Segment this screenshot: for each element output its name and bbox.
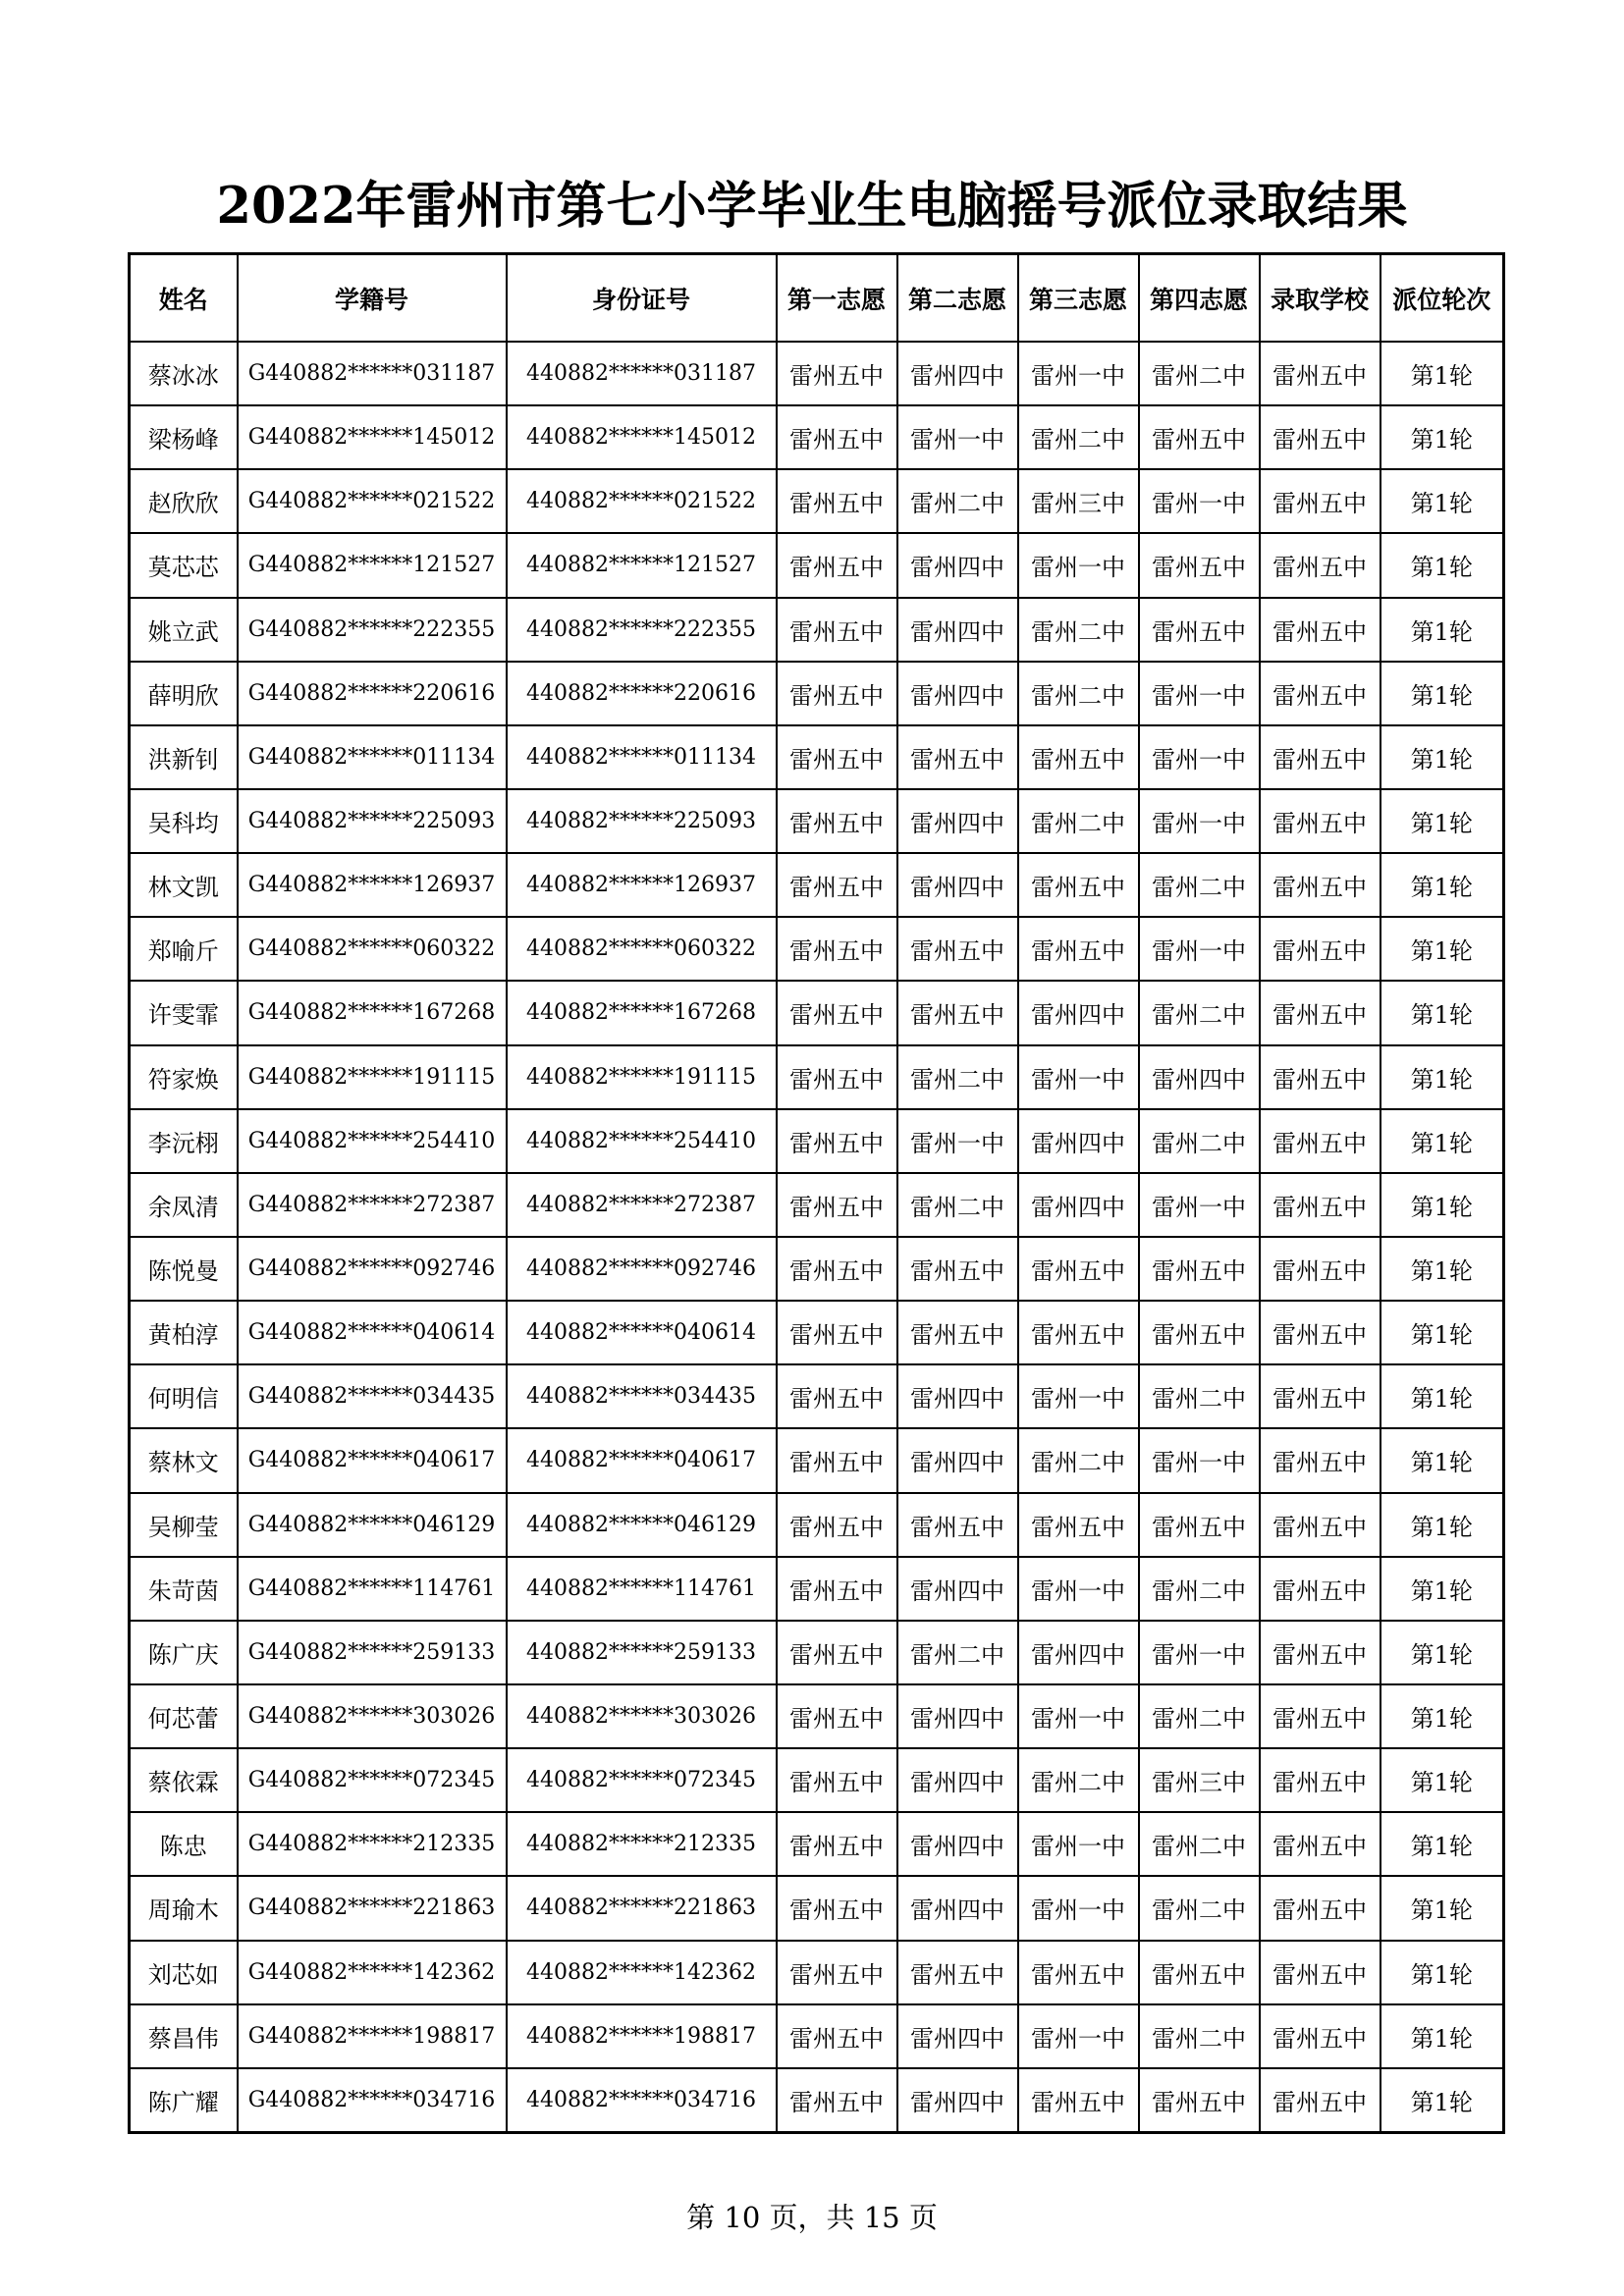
cell-admitted-school: 雷州五中 <box>1260 1493 1380 1557</box>
cell-choice-2: 雷州五中 <box>897 917 1018 981</box>
cell-round: 第1轮 <box>1380 1941 1504 2004</box>
cell-round: 第1轮 <box>1380 1876 1504 1940</box>
table-row <box>130 2004 1504 2068</box>
table-row <box>130 1876 1504 1940</box>
cell-round: 第1轮 <box>1380 1621 1504 1684</box>
cell-choice-1: 雷州五中 <box>777 1684 897 1748</box>
table-row <box>130 1812 1504 1876</box>
cell-round: 第1轮 <box>1380 1493 1504 1557</box>
table-row <box>130 1301 1504 1364</box>
table-row <box>130 1748 1504 1812</box>
cell-choice-2: 雷州一中 <box>897 1109 1018 1173</box>
cell-choice-4: 雷州二中 <box>1139 1557 1260 1621</box>
cell-choice-3: 雷州一中 <box>1018 1684 1139 1748</box>
cell-name: 符家焕 <box>130 1045 238 1109</box>
cell-student-id: G440882******142362 <box>238 1941 507 2004</box>
cell-choice-2: 雷州四中 <box>897 1876 1018 1940</box>
cell-choice-1: 雷州五中 <box>777 469 897 533</box>
cell-round: 第1轮 <box>1380 789 1504 853</box>
cell-choice-4: 雷州一中 <box>1139 1428 1260 1492</box>
cell-round: 第1轮 <box>1380 662 1504 725</box>
cell-choice-4: 雷州一中 <box>1139 469 1260 533</box>
cell-id-card: 440882******092746 <box>507 1237 777 1301</box>
cell-id-card: 440882******272387 <box>507 1173 777 1237</box>
cell-name: 莫芯芯 <box>130 533 238 597</box>
cell-choice-1: 雷州五中 <box>777 1812 897 1876</box>
cell-choice-4: 雷州五中 <box>1139 1301 1260 1364</box>
cell-student-id: G440882******212335 <box>238 1812 507 1876</box>
cell-student-id: G440882******167268 <box>238 981 507 1044</box>
table-row <box>130 1428 1504 1492</box>
cell-choice-1: 雷州五中 <box>777 2068 897 2133</box>
cell-id-card: 440882******114761 <box>507 1557 777 1621</box>
table-row <box>130 1684 1504 1748</box>
cell-choice-3: 雷州五中 <box>1018 725 1139 789</box>
cell-student-id: G440882******220616 <box>238 662 507 725</box>
cell-admitted-school: 雷州五中 <box>1260 789 1380 853</box>
cell-choice-3: 雷州一中 <box>1018 1812 1139 1876</box>
cell-admitted-school: 雷州五中 <box>1260 2068 1380 2133</box>
cell-round: 第1轮 <box>1380 342 1504 405</box>
cell-choice-3: 雷州五中 <box>1018 1301 1139 1364</box>
cell-student-id: G440882******259133 <box>238 1621 507 1684</box>
cell-choice-1: 雷州五中 <box>777 598 897 662</box>
cell-student-id: G440882******034716 <box>238 2068 507 2133</box>
cell-choice-4: 雷州二中 <box>1139 2004 1260 2068</box>
cell-name: 陈广耀 <box>130 2068 238 2133</box>
cell-admitted-school: 雷州五中 <box>1260 725 1380 789</box>
cell-student-id: G440882******221863 <box>238 1876 507 1940</box>
cell-admitted-school: 雷州五中 <box>1260 981 1380 1044</box>
table-header-row <box>130 254 1504 343</box>
cell-student-id: G440882******145012 <box>238 405 507 469</box>
cell-admitted-school: 雷州五中 <box>1260 917 1380 981</box>
cell-name: 李沅栩 <box>130 1109 238 1173</box>
cell-id-card: 440882******259133 <box>507 1621 777 1684</box>
cell-choice-1: 雷州五中 <box>777 533 897 597</box>
cell-name: 黄柏淳 <box>130 1301 238 1364</box>
cell-choice-3: 雷州二中 <box>1018 598 1139 662</box>
cell-id-card: 440882******034435 <box>507 1364 777 1428</box>
header-name: 姓名 <box>130 254 238 343</box>
cell-choice-3: 雷州四中 <box>1018 1109 1139 1173</box>
cell-choice-3: 雷州一中 <box>1018 1045 1139 1109</box>
header-choice-4: 第四志愿 <box>1139 254 1260 343</box>
cell-name: 洪新钊 <box>130 725 238 789</box>
table-row <box>130 469 1504 533</box>
cell-choice-3: 雷州一中 <box>1018 533 1139 597</box>
cell-choice-2: 雷州四中 <box>897 2004 1018 2068</box>
cell-student-id: G440882******021522 <box>238 469 507 533</box>
cell-choice-3: 雷州一中 <box>1018 2004 1139 2068</box>
cell-admitted-school: 雷州五中 <box>1260 2004 1380 2068</box>
cell-admitted-school: 雷州五中 <box>1260 1301 1380 1364</box>
cell-student-id: G440882******046129 <box>238 1493 507 1557</box>
cell-choice-2: 雷州五中 <box>897 725 1018 789</box>
table-row <box>130 662 1504 725</box>
cell-name: 陈悦曼 <box>130 1237 238 1301</box>
cell-choice-1: 雷州五中 <box>777 1364 897 1428</box>
cell-choice-2: 雷州四中 <box>897 1684 1018 1748</box>
header-round: 派位轮次 <box>1380 254 1504 343</box>
cell-name: 蔡冰冰 <box>130 342 238 405</box>
cell-admitted-school: 雷州五中 <box>1260 598 1380 662</box>
cell-name: 许雯霏 <box>130 981 238 1044</box>
header-id-card: 身份证号 <box>507 254 777 343</box>
cell-round: 第1轮 <box>1380 1109 1504 1173</box>
cell-student-id: G440882******303026 <box>238 1684 507 1748</box>
cell-choice-1: 雷州五中 <box>777 1876 897 1940</box>
cell-name: 姚立武 <box>130 598 238 662</box>
cell-student-id: G440882******040617 <box>238 1428 507 1492</box>
results-table <box>128 252 1505 2134</box>
cell-id-card: 440882******198817 <box>507 2004 777 2068</box>
cell-id-card: 440882******121527 <box>507 533 777 597</box>
header-choice-1: 第一志愿 <box>777 254 897 343</box>
cell-student-id: G440882******272387 <box>238 1173 507 1237</box>
cell-name: 朱苛茵 <box>130 1557 238 1621</box>
cell-student-id: G440882******040614 <box>238 1301 507 1364</box>
cell-choice-3: 雷州一中 <box>1018 1557 1139 1621</box>
cell-choice-1: 雷州五中 <box>777 1173 897 1237</box>
cell-choice-4: 雷州五中 <box>1139 1941 1260 2004</box>
cell-choice-4: 雷州五中 <box>1139 533 1260 597</box>
cell-student-id: G440882******092746 <box>238 1237 507 1301</box>
cell-name: 林文凯 <box>130 853 238 917</box>
cell-round: 第1轮 <box>1380 1684 1504 1748</box>
cell-choice-2: 雷州四中 <box>897 789 1018 853</box>
cell-choice-4: 雷州一中 <box>1139 725 1260 789</box>
cell-choice-3: 雷州二中 <box>1018 789 1139 853</box>
cell-choice-3: 雷州五中 <box>1018 917 1139 981</box>
page-footer: 第 10 页，共 15 页 <box>686 2201 938 2234</box>
cell-name: 吴科均 <box>130 789 238 853</box>
cell-choice-4: 雷州二中 <box>1139 853 1260 917</box>
cell-admitted-school: 雷州五中 <box>1260 1621 1380 1684</box>
cell-choice-1: 雷州五中 <box>777 1428 897 1492</box>
cell-round: 第1轮 <box>1380 1812 1504 1876</box>
table-row <box>130 981 1504 1044</box>
cell-round: 第1轮 <box>1380 1557 1504 1621</box>
table-row <box>130 1109 1504 1173</box>
cell-round: 第1轮 <box>1380 853 1504 917</box>
cell-choice-2: 雷州四中 <box>897 342 1018 405</box>
table-row <box>130 789 1504 853</box>
cell-choice-3: 雷州二中 <box>1018 405 1139 469</box>
cell-choice-1: 雷州五中 <box>777 1941 897 2004</box>
table-row <box>130 725 1504 789</box>
cell-id-card: 440882******060322 <box>507 917 777 981</box>
cell-choice-3: 雷州四中 <box>1018 1173 1139 1237</box>
cell-admitted-school: 雷州五中 <box>1260 1364 1380 1428</box>
table-row <box>130 533 1504 597</box>
cell-choice-3: 雷州一中 <box>1018 1364 1139 1428</box>
cell-choice-4: 雷州二中 <box>1139 1109 1260 1173</box>
cell-round: 第1轮 <box>1380 917 1504 981</box>
cell-choice-3: 雷州二中 <box>1018 1428 1139 1492</box>
cell-choice-2: 雷州五中 <box>897 981 1018 1044</box>
cell-student-id: G440882******031187 <box>238 342 507 405</box>
cell-name: 刘芯如 <box>130 1941 238 2004</box>
cell-round: 第1轮 <box>1380 1173 1504 1237</box>
page-title: 2022年雷州市第七小学毕业生电脑摇号派位录取结果 <box>216 177 1408 236</box>
cell-choice-2: 雷州二中 <box>897 1173 1018 1237</box>
cell-round: 第1轮 <box>1380 1428 1504 1492</box>
cell-student-id: G440882******225093 <box>238 789 507 853</box>
cell-choice-1: 雷州五中 <box>777 725 897 789</box>
cell-name: 周瑜木 <box>130 1876 238 1940</box>
cell-choice-3: 雷州二中 <box>1018 1748 1139 1812</box>
cell-name: 赵欣欣 <box>130 469 238 533</box>
cell-id-card: 440882******072345 <box>507 1748 777 1812</box>
cell-choice-4: 雷州五中 <box>1139 1237 1260 1301</box>
cell-admitted-school: 雷州五中 <box>1260 1237 1380 1301</box>
cell-choice-1: 雷州五中 <box>777 342 897 405</box>
cell-id-card: 440882******031187 <box>507 342 777 405</box>
header-admitted-school: 录取学校 <box>1260 254 1380 343</box>
header-choice-3: 第三志愿 <box>1018 254 1139 343</box>
cell-id-card: 440882******221863 <box>507 1876 777 1940</box>
cell-round: 第1轮 <box>1380 1364 1504 1428</box>
cell-choice-1: 雷州五中 <box>777 1748 897 1812</box>
cell-id-card: 440882******021522 <box>507 469 777 533</box>
cell-id-card: 440882******167268 <box>507 981 777 1044</box>
cell-choice-4: 雷州一中 <box>1139 662 1260 725</box>
cell-choice-2: 雷州四中 <box>897 1428 1018 1492</box>
cell-student-id: G440882******011134 <box>238 725 507 789</box>
cell-student-id: G440882******198817 <box>238 2004 507 2068</box>
table-body <box>130 342 1504 2133</box>
cell-id-card: 440882******142362 <box>507 1941 777 2004</box>
table-row <box>130 917 1504 981</box>
cell-round: 第1轮 <box>1380 1045 1504 1109</box>
cell-name: 何明信 <box>130 1364 238 1428</box>
cell-admitted-school: 雷州五中 <box>1260 1684 1380 1748</box>
cell-choice-3: 雷州一中 <box>1018 342 1139 405</box>
cell-name: 郑喻斤 <box>130 917 238 981</box>
cell-id-card: 440882******034716 <box>507 2068 777 2133</box>
cell-student-id: G440882******072345 <box>238 1748 507 1812</box>
cell-student-id: G440882******254410 <box>238 1109 507 1173</box>
cell-choice-2: 雷州四中 <box>897 1748 1018 1812</box>
cell-choice-4: 雷州二中 <box>1139 1876 1260 1940</box>
cell-choice-1: 雷州五中 <box>777 2004 897 2068</box>
cell-choice-3: 雷州五中 <box>1018 1941 1139 2004</box>
cell-student-id: G440882******034435 <box>238 1364 507 1428</box>
cell-choice-2: 雷州四中 <box>897 1812 1018 1876</box>
cell-round: 第1轮 <box>1380 533 1504 597</box>
cell-name: 蔡昌伟 <box>130 2004 238 2068</box>
cell-choice-4: 雷州一中 <box>1139 789 1260 853</box>
cell-round: 第1轮 <box>1380 981 1504 1044</box>
table-row <box>130 1557 1504 1621</box>
table-row <box>130 1364 1504 1428</box>
cell-choice-1: 雷州五中 <box>777 1493 897 1557</box>
cell-name: 蔡依霖 <box>130 1748 238 1812</box>
cell-choice-3: 雷州二中 <box>1018 662 1139 725</box>
cell-student-id: G440882******060322 <box>238 917 507 981</box>
cell-choice-1: 雷州五中 <box>777 1621 897 1684</box>
cell-name: 薛明欣 <box>130 662 238 725</box>
cell-id-card: 440882******011134 <box>507 725 777 789</box>
cell-choice-4: 雷州一中 <box>1139 917 1260 981</box>
cell-name: 陈广庆 <box>130 1621 238 1684</box>
table-row <box>130 1493 1504 1557</box>
cell-id-card: 440882******145012 <box>507 405 777 469</box>
cell-choice-2: 雷州一中 <box>897 405 1018 469</box>
cell-choice-2: 雷州四中 <box>897 662 1018 725</box>
cell-id-card: 440882******040614 <box>507 1301 777 1364</box>
cell-choice-3: 雷州三中 <box>1018 469 1139 533</box>
cell-admitted-school: 雷州五中 <box>1260 1748 1380 1812</box>
cell-id-card: 440882******212335 <box>507 1812 777 1876</box>
cell-choice-1: 雷州五中 <box>777 1557 897 1621</box>
cell-choice-2: 雷州二中 <box>897 1045 1018 1109</box>
cell-choice-3: 雷州五中 <box>1018 853 1139 917</box>
cell-choice-2: 雷州五中 <box>897 1941 1018 2004</box>
table-row <box>130 1941 1504 2004</box>
cell-admitted-school: 雷州五中 <box>1260 1045 1380 1109</box>
cell-choice-2: 雷州五中 <box>897 1237 1018 1301</box>
cell-id-card: 440882******225093 <box>507 789 777 853</box>
cell-choice-4: 雷州一中 <box>1139 1621 1260 1684</box>
cell-choice-4: 雷州五中 <box>1139 2068 1260 2133</box>
cell-choice-4: 雷州五中 <box>1139 598 1260 662</box>
cell-choice-1: 雷州五中 <box>777 1301 897 1364</box>
cell-choice-4: 雷州二中 <box>1139 1812 1260 1876</box>
table-row <box>130 1173 1504 1237</box>
cell-student-id: G440882******114761 <box>238 1557 507 1621</box>
cell-choice-3: 雷州四中 <box>1018 1621 1139 1684</box>
cell-round: 第1轮 <box>1380 725 1504 789</box>
cell-name: 梁杨峰 <box>130 405 238 469</box>
cell-choice-4: 雷州二中 <box>1139 981 1260 1044</box>
cell-choice-2: 雷州五中 <box>897 1301 1018 1364</box>
cell-choice-4: 雷州一中 <box>1139 1173 1260 1237</box>
table-row <box>130 853 1504 917</box>
cell-id-card: 440882******126937 <box>507 853 777 917</box>
cell-choice-2: 雷州四中 <box>897 2068 1018 2133</box>
cell-choice-4: 雷州五中 <box>1139 1493 1260 1557</box>
cell-student-id: G440882******121527 <box>238 533 507 597</box>
cell-choice-4: 雷州二中 <box>1139 1684 1260 1748</box>
cell-name: 余凤清 <box>130 1173 238 1237</box>
cell-round: 第1轮 <box>1380 2004 1504 2068</box>
cell-choice-1: 雷州五中 <box>777 1237 897 1301</box>
cell-admitted-school: 雷州五中 <box>1260 1812 1380 1876</box>
table-row <box>130 405 1504 469</box>
cell-choice-4: 雷州三中 <box>1139 1748 1260 1812</box>
cell-admitted-school: 雷州五中 <box>1260 342 1380 405</box>
cell-admitted-school: 雷州五中 <box>1260 405 1380 469</box>
cell-choice-1: 雷州五中 <box>777 662 897 725</box>
cell-choice-3: 雷州四中 <box>1018 981 1139 1044</box>
cell-id-card: 440882******303026 <box>507 1684 777 1748</box>
cell-choice-2: 雷州四中 <box>897 1557 1018 1621</box>
cell-choice-2: 雷州四中 <box>897 598 1018 662</box>
cell-choice-3: 雷州五中 <box>1018 2068 1139 2133</box>
cell-choice-1: 雷州五中 <box>777 405 897 469</box>
table-row <box>130 2068 1504 2133</box>
header-student-id: 学籍号 <box>238 254 507 343</box>
cell-admitted-school: 雷州五中 <box>1260 1109 1380 1173</box>
table-row <box>130 1045 1504 1109</box>
cell-choice-4: 雷州二中 <box>1139 1364 1260 1428</box>
cell-choice-3: 雷州五中 <box>1018 1237 1139 1301</box>
cell-choice-1: 雷州五中 <box>777 917 897 981</box>
cell-name: 何芯蕾 <box>130 1684 238 1748</box>
cell-choice-2: 雷州五中 <box>897 1493 1018 1557</box>
cell-id-card: 440882******046129 <box>507 1493 777 1557</box>
cell-choice-4: 雷州四中 <box>1139 1045 1260 1109</box>
cell-round: 第1轮 <box>1380 598 1504 662</box>
cell-admitted-school: 雷州五中 <box>1260 1941 1380 2004</box>
cell-id-card: 440882******040617 <box>507 1428 777 1492</box>
header-choice-2: 第二志愿 <box>897 254 1018 343</box>
cell-choice-1: 雷州五中 <box>777 789 897 853</box>
table-row <box>130 1237 1504 1301</box>
cell-choice-2: 雷州四中 <box>897 533 1018 597</box>
cell-round: 第1轮 <box>1380 2068 1504 2133</box>
cell-choice-2: 雷州四中 <box>897 1364 1018 1428</box>
cell-round: 第1轮 <box>1380 1301 1504 1364</box>
cell-name: 陈忠 <box>130 1812 238 1876</box>
cell-round: 第1轮 <box>1380 469 1504 533</box>
cell-admitted-school: 雷州五中 <box>1260 662 1380 725</box>
cell-round: 第1轮 <box>1380 1748 1504 1812</box>
cell-id-card: 440882******222355 <box>507 598 777 662</box>
cell-choice-3: 雷州五中 <box>1018 1493 1139 1557</box>
cell-name: 吴柳莹 <box>130 1493 238 1557</box>
cell-id-card: 440882******254410 <box>507 1109 777 1173</box>
cell-admitted-school: 雷州五中 <box>1260 853 1380 917</box>
table-row <box>130 598 1504 662</box>
cell-choice-1: 雷州五中 <box>777 853 897 917</box>
cell-student-id: G440882******222355 <box>238 598 507 662</box>
cell-choice-2: 雷州四中 <box>897 853 1018 917</box>
cell-student-id: G440882******191115 <box>238 1045 507 1109</box>
cell-admitted-school: 雷州五中 <box>1260 1428 1380 1492</box>
cell-choice-2: 雷州二中 <box>897 469 1018 533</box>
cell-round: 第1轮 <box>1380 1237 1504 1301</box>
cell-admitted-school: 雷州五中 <box>1260 1173 1380 1237</box>
cell-admitted-school: 雷州五中 <box>1260 469 1380 533</box>
cell-name: 蔡林文 <box>130 1428 238 1492</box>
cell-choice-4: 雷州五中 <box>1139 405 1260 469</box>
cell-admitted-school: 雷州五中 <box>1260 1876 1380 1940</box>
table-row <box>130 1621 1504 1684</box>
cell-choice-1: 雷州五中 <box>777 981 897 1044</box>
cell-choice-3: 雷州一中 <box>1018 1876 1139 1940</box>
cell-round: 第1轮 <box>1380 405 1504 469</box>
cell-choice-2: 雷州二中 <box>897 1621 1018 1684</box>
cell-id-card: 440882******220616 <box>507 662 777 725</box>
cell-admitted-school: 雷州五中 <box>1260 533 1380 597</box>
cell-admitted-school: 雷州五中 <box>1260 1557 1380 1621</box>
table-row <box>130 342 1504 405</box>
cell-choice-1: 雷州五中 <box>777 1109 897 1173</box>
cell-student-id: G440882******126937 <box>238 853 507 917</box>
cell-choice-1: 雷州五中 <box>777 1045 897 1109</box>
cell-id-card: 440882******191115 <box>507 1045 777 1109</box>
cell-choice-4: 雷州二中 <box>1139 342 1260 405</box>
